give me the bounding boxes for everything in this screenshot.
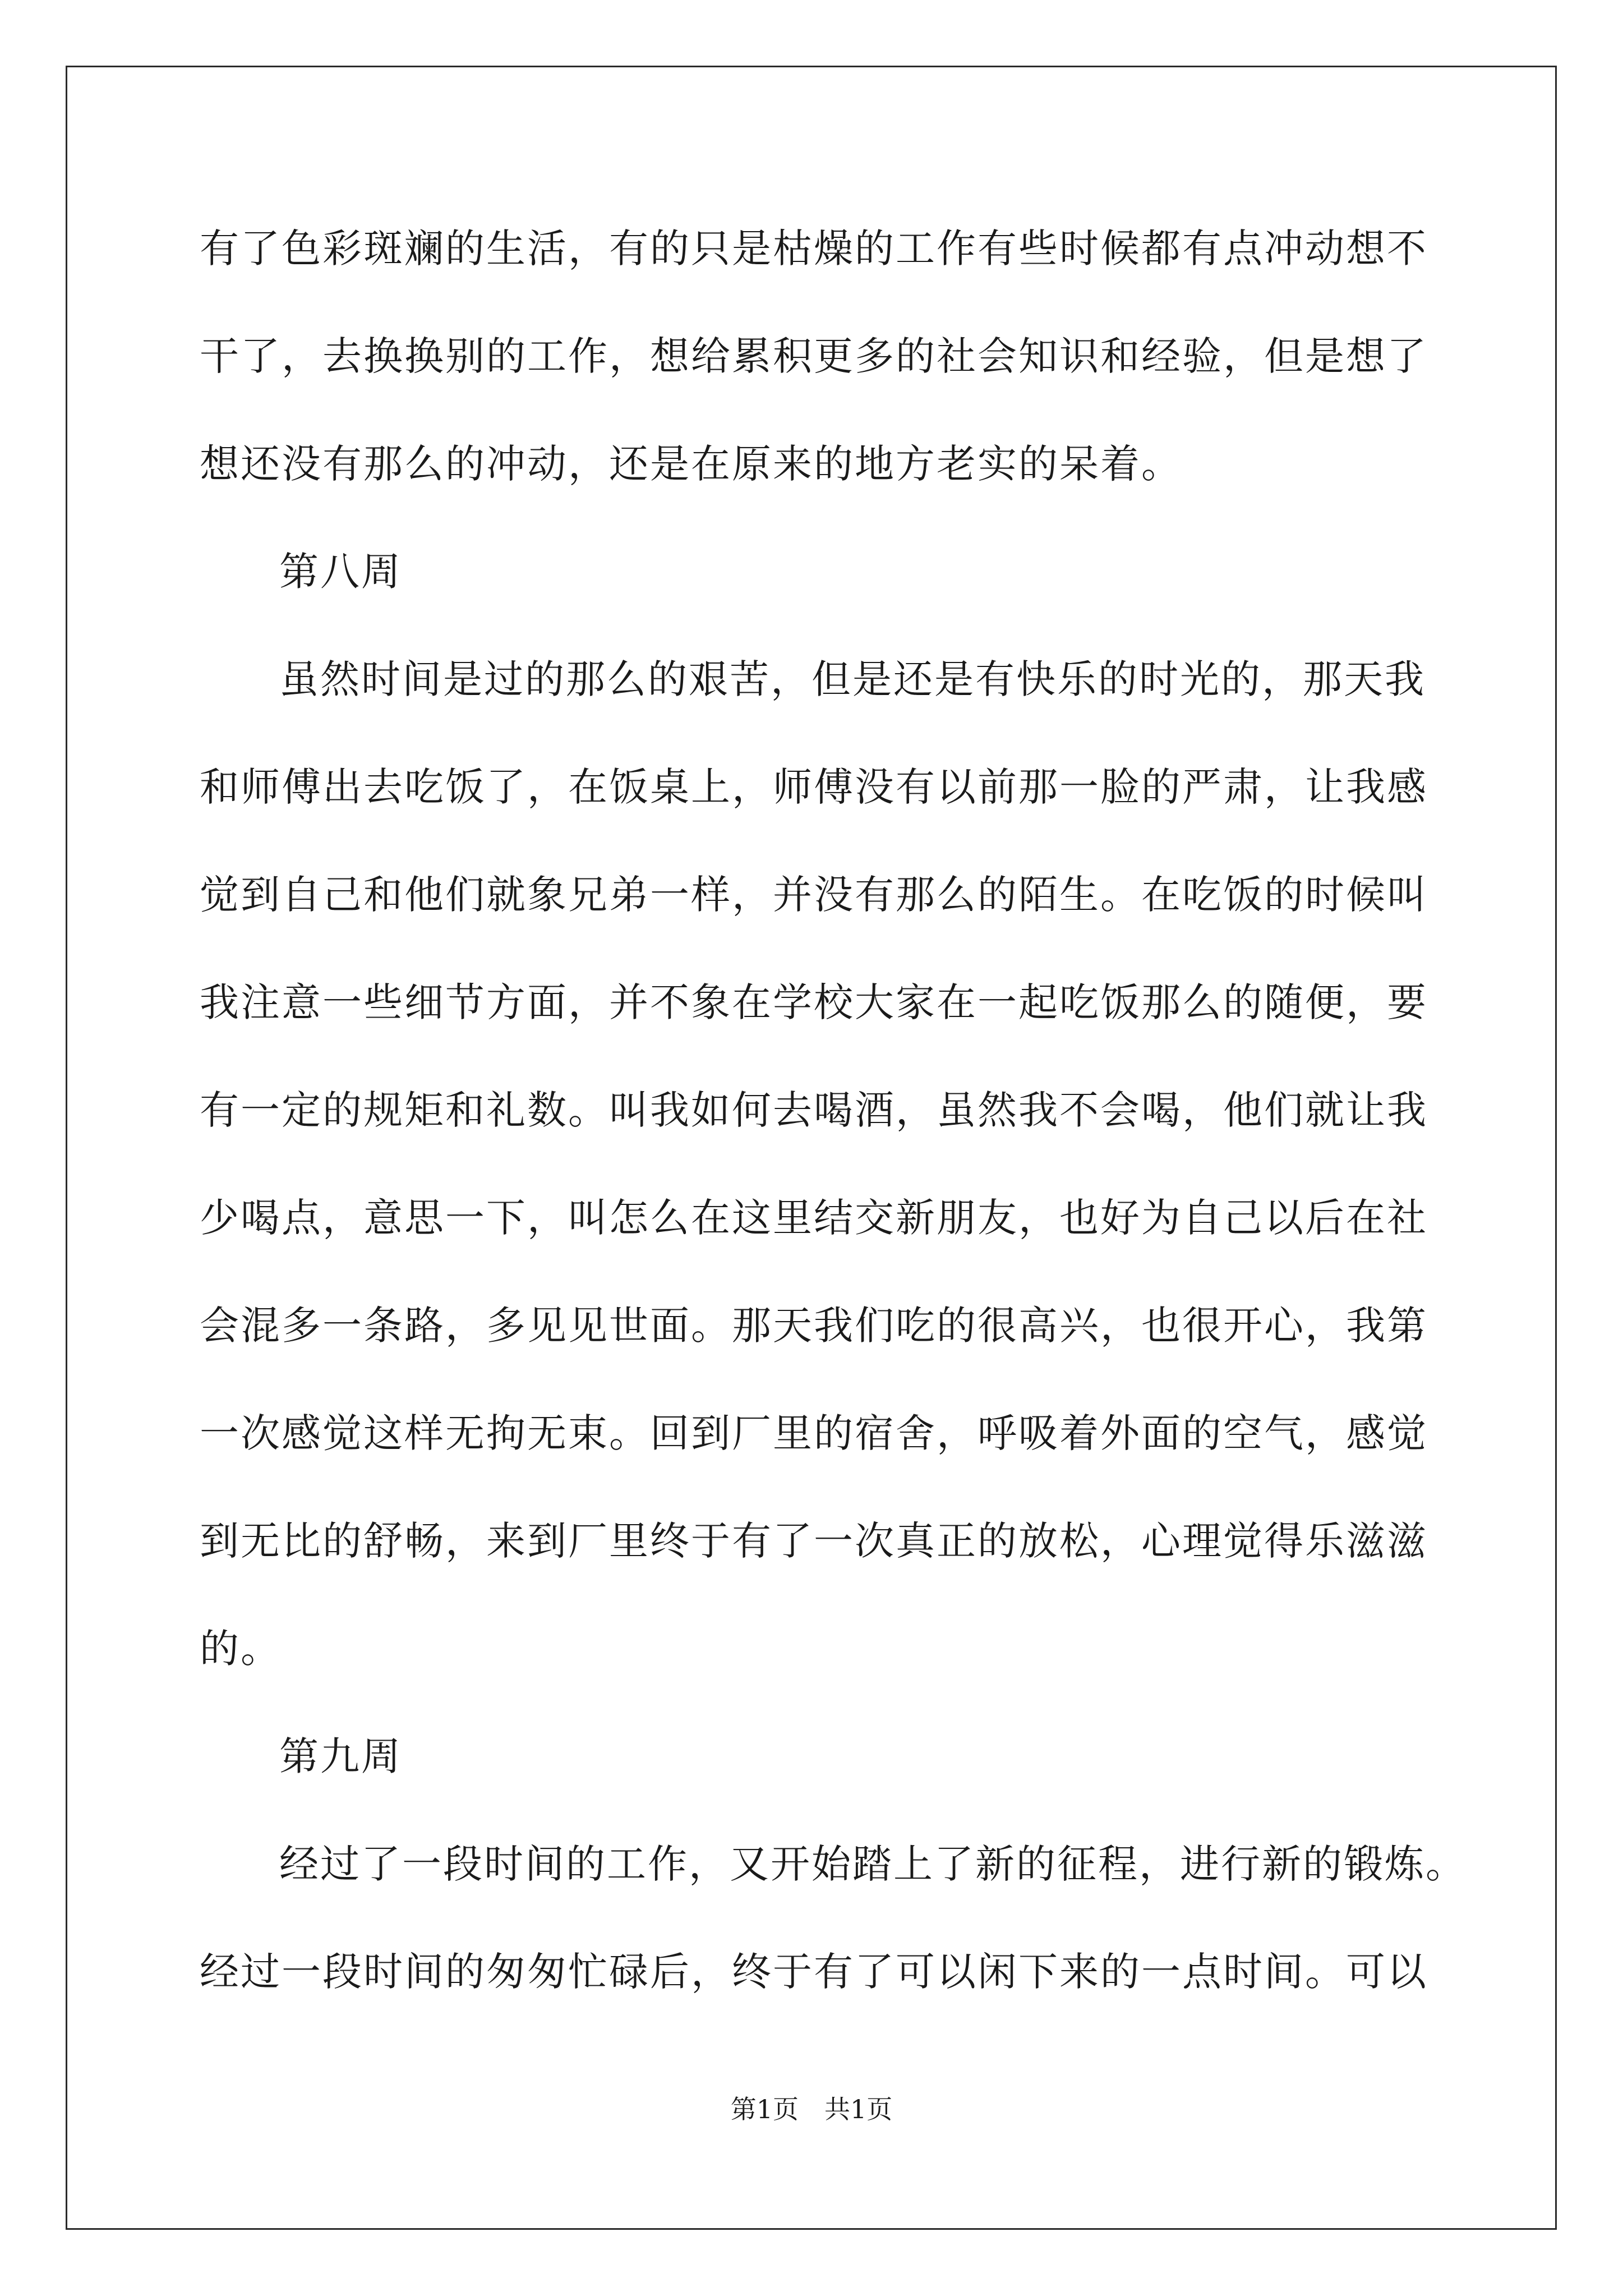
page-number-footer: 第1页 共1页	[730, 2094, 893, 2124]
section-heading: 第九周	[279, 1733, 402, 1779]
paragraph-line: 干了，去换换别的工作，想给累积更多的社会知识和经验，但是想了	[200, 333, 1428, 379]
paragraph-line: 经过一段时间的匆匆忙碌后，终于有了可以闲下来的一点时间。可以	[200, 1949, 1428, 1995]
section-heading: 第八周	[279, 549, 402, 595]
paragraph-line: 少喝点，意思一下，叫怎么在这里结交新朋友，也好为自己以后在社	[200, 1195, 1428, 1241]
paragraph-line: 到无比的舒畅，来到厂里终于有了一次真正的放松，心理觉得乐滋滋	[200, 1518, 1428, 1564]
paragraph-line: 有一定的规矩和礼数。叫我如何去喝酒，虽然我不会喝，他们就让我	[200, 1087, 1428, 1133]
paragraph-line: 觉到自己和他们就象兄弟一样，并没有那么的陌生。在吃饭的时候叫	[200, 872, 1428, 918]
paragraph-line: 经过了一段时间的工作，又开始踏上了新的征程，进行新的锻炼。	[279, 1841, 1467, 1887]
paragraph-line: 我注意一些细节方面，并不象在学校大家在一起吃饭那么的随便，要	[200, 979, 1428, 1025]
paragraph-line: 想还没有那么的冲动，还是在原来的地方老实的呆着。	[200, 441, 1182, 487]
paragraph-line: 和师傅出去吃饭了，在饭桌上，师傅没有以前那一脸的严肃，让我感	[200, 764, 1428, 810]
paragraph-line: 虽然时间是过的那么的艰苦，但是还是有快乐的时光的，那天我	[279, 656, 1426, 702]
paragraph-line: 会混多一条路，多见见世面。那天我们吃的很高兴，也很开心，我第	[200, 1303, 1428, 1349]
paragraph-line: 一次感觉这样无拘无束。回到厂里的宿舍，呼吸着外面的空气，感觉	[200, 1410, 1428, 1456]
paragraph-line: 有了色彩斑斓的生活，有的只是枯燥的工作有些时候都有点冲动想不	[200, 226, 1428, 272]
paragraph-line: 的。	[200, 1626, 282, 1672]
page-border	[66, 66, 1557, 2230]
